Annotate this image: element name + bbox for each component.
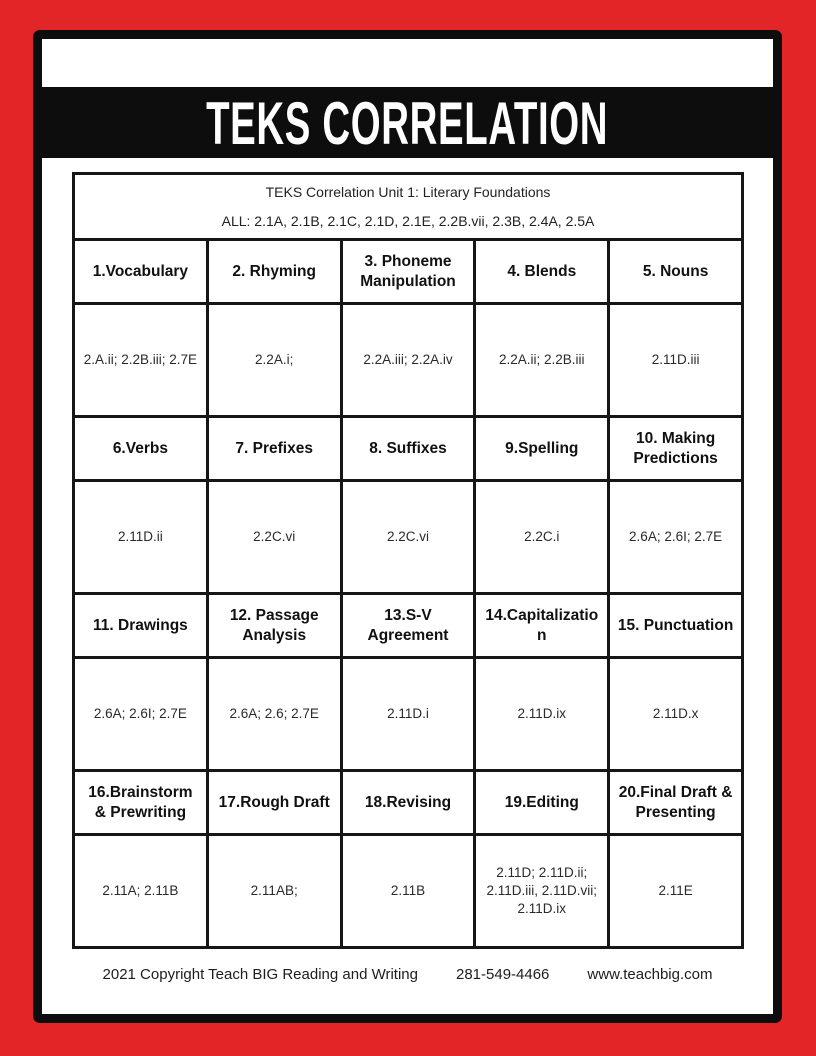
skill-label: 11. Drawings bbox=[74, 594, 208, 658]
top-white-strip bbox=[42, 39, 773, 87]
page-footer bbox=[42, 966, 773, 983]
skill-label: 10. Making Predictions bbox=[609, 417, 743, 481]
skill-label: 15. Punctuation bbox=[609, 594, 743, 658]
skill-label: 9.Spelling bbox=[475, 417, 609, 481]
skill-label: 6.Verbs bbox=[74, 417, 208, 481]
skill-label-row bbox=[74, 240, 743, 304]
teks-codes: 2.6A; 2.6I; 2.7E bbox=[74, 658, 208, 771]
teks-codes: 2.11D.ix bbox=[475, 658, 609, 771]
teks-codes: 2.6A; 2.6; 2.7E bbox=[207, 658, 341, 771]
skill-label: 19.Editing bbox=[475, 771, 609, 835]
teks-codes: 2.11B bbox=[341, 835, 475, 948]
teks-codes-row bbox=[74, 835, 743, 948]
teks-codes: 2.11AB; bbox=[207, 835, 341, 948]
page-title: TEKS CORRELATION bbox=[206, 89, 609, 157]
teks-codes: 2.2C.i bbox=[475, 481, 609, 594]
table-container bbox=[72, 172, 744, 949]
skill-label-row bbox=[74, 594, 743, 658]
teks-codes: 2.2A.i; bbox=[207, 304, 341, 417]
skill-label: 4. Blends bbox=[475, 240, 609, 304]
teks-codes: 2.11D.i bbox=[341, 658, 475, 771]
skill-label: 13.S-V Agreement bbox=[341, 594, 475, 658]
website-url: www.teachbig.com bbox=[587, 966, 713, 983]
teks-codes: 2.11D.iii bbox=[609, 304, 743, 417]
teks-codes-row bbox=[74, 481, 743, 594]
teks-codes-row bbox=[74, 304, 743, 417]
skill-label: 20.Final Draft & Presenting bbox=[609, 771, 743, 835]
teks-codes: 2.11D.x bbox=[609, 658, 743, 771]
skill-label: 3. Phoneme Manipulation bbox=[341, 240, 475, 304]
copyright-text: 2021 Copyright Teach BIG Reading and Writing bbox=[102, 966, 418, 983]
skill-label: 2. Rhyming bbox=[207, 240, 341, 304]
teks-codes: 2.11A; 2.11B bbox=[74, 835, 208, 948]
skill-label: 18.Revising bbox=[341, 771, 475, 835]
skill-label-row bbox=[74, 417, 743, 481]
skill-label: 7. Prefixes bbox=[207, 417, 341, 481]
teks-codes: 2.2A.ii; 2.2B.iii bbox=[475, 304, 609, 417]
skill-label: 8. Suffixes bbox=[341, 417, 475, 481]
table-header-cell bbox=[74, 174, 743, 240]
teks-codes-row bbox=[74, 658, 743, 771]
table-header-row bbox=[74, 174, 743, 240]
skill-label: 5. Nouns bbox=[609, 240, 743, 304]
teks-codes: 2.2C.vi bbox=[341, 481, 475, 594]
table-all-codes: ALL: 2.1A, 2.1B, 2.1C, 2.1D, 2.1E, 2.2B.vii, 2.3B, 2.4A, 2.5A bbox=[221, 213, 595, 229]
teks-codes: 2.6A; 2.6I; 2.7E bbox=[609, 481, 743, 594]
table-title: TEKS Correlation Unit 1: Literary Foundations bbox=[265, 184, 551, 200]
teks-correlation-table bbox=[72, 172, 744, 949]
title-banner bbox=[42, 87, 773, 158]
skill-label-row bbox=[74, 771, 743, 835]
teks-codes: 2.2A.iii; 2.2A.iv bbox=[341, 304, 475, 417]
teks-codes: 2.A.ii; 2.2B.iii; 2.7E bbox=[74, 304, 208, 417]
teks-codes: 2.11E bbox=[609, 835, 743, 948]
phone-number: 281-549-4466 bbox=[455, 966, 550, 983]
skill-label: 16.Brainstorm & Prewriting bbox=[74, 771, 208, 835]
skill-label: 14.Capitalization bbox=[475, 594, 609, 658]
teks-codes: 2.11D; 2.11D.ii; 2.11D.iii, 2.11D.vii; 2.11D.ix bbox=[475, 835, 609, 948]
skill-label: 17.Rough Draft bbox=[207, 771, 341, 835]
skill-label: 1.Vocabulary bbox=[74, 240, 208, 304]
teks-codes: 2.11D.ii bbox=[74, 481, 208, 594]
skill-label: 12. Passage Analysis bbox=[207, 594, 341, 658]
teks-codes: 2.2C.vi bbox=[207, 481, 341, 594]
page-frame bbox=[33, 30, 782, 1023]
